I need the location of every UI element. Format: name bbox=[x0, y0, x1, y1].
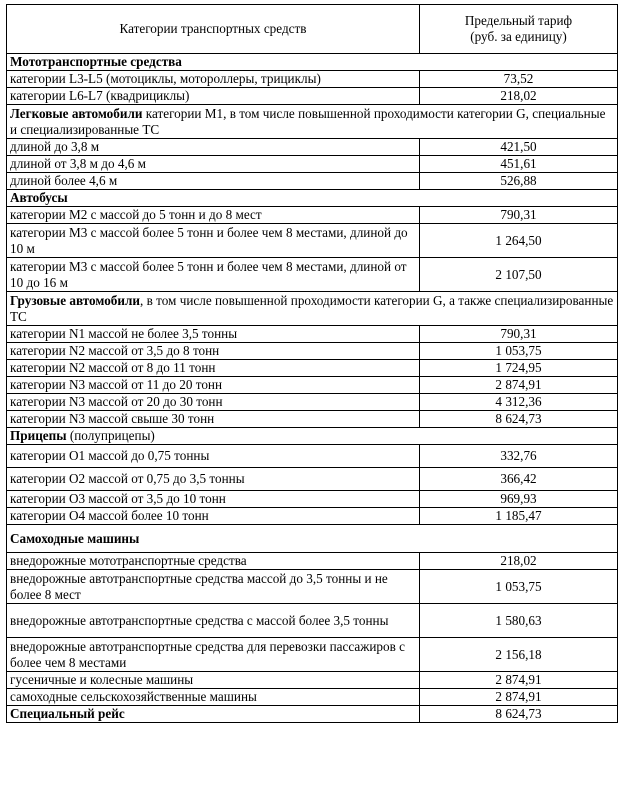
section-heading bbox=[7, 190, 618, 207]
tariff-value-cell: 421,50 bbox=[420, 139, 618, 156]
table-row bbox=[7, 71, 618, 88]
tariff-value-cell: 2 107,50 bbox=[420, 258, 618, 292]
category-cell: категории O4 массой более 10 тонн bbox=[7, 508, 420, 525]
section-heading bbox=[7, 525, 618, 553]
category-cell: категории N2 массой от 8 до 11 тонн bbox=[7, 360, 420, 377]
tariff-value-cell: 2 156,18 bbox=[420, 638, 618, 672]
section-heading bbox=[7, 54, 618, 71]
table-row bbox=[7, 491, 618, 508]
section-subtitle: (полуприцепы) bbox=[66, 428, 155, 443]
section-row bbox=[7, 54, 618, 71]
tariff-value-cell: 2 874,91 bbox=[420, 377, 618, 394]
tariff-value-cell: 451,61 bbox=[420, 156, 618, 173]
category-cell: категории M3 с массой более 5 тонн и более чем 8 местами, длиной до 10 м bbox=[7, 224, 420, 258]
category-cell: категории N3 массой свыше 30 тонн bbox=[7, 411, 420, 428]
section-row bbox=[7, 190, 618, 207]
tariff-value-cell: 8 624,73 bbox=[420, 411, 618, 428]
tariff-value-cell: 218,02 bbox=[420, 88, 618, 105]
table-row bbox=[7, 411, 618, 428]
tariff-value-cell: 526,88 bbox=[420, 173, 618, 190]
section-title: Легковые автомобили bbox=[10, 105, 143, 121]
table-row bbox=[7, 360, 618, 377]
section-title: Прицепы bbox=[10, 428, 67, 443]
table-row bbox=[7, 173, 618, 190]
category-cell: категории O1 массой до 0,75 тонны bbox=[7, 445, 420, 468]
table-row bbox=[7, 377, 618, 394]
total-row bbox=[7, 706, 618, 723]
section-row bbox=[7, 292, 618, 326]
category-cell: категории M2 с массой до 5 тонн и до 8 мест bbox=[7, 207, 420, 224]
header-tariff bbox=[420, 5, 618, 54]
category-cell: категории O3 массой от 3,5 до 10 тонн bbox=[7, 491, 420, 508]
category-cell: категории L3-L5 (мотоциклы, мотороллеры, трициклы) bbox=[7, 71, 420, 88]
category-cell: категории N2 массой от 3,5 до 8 тонн bbox=[7, 343, 420, 360]
section-heading bbox=[7, 428, 618, 445]
section-row bbox=[7, 428, 618, 445]
tariff-value-cell: 790,31 bbox=[420, 326, 618, 343]
category-cell: категории N3 массой от 20 до 30 тонн bbox=[7, 394, 420, 411]
tariff-value-cell: 1 264,50 bbox=[420, 224, 618, 258]
table-row bbox=[7, 553, 618, 570]
section-heading bbox=[7, 292, 618, 326]
table-row bbox=[7, 672, 618, 689]
tariff-value-cell: 8 624,73 bbox=[420, 706, 618, 723]
category-cell: внедорожные автотранспортные средства массой до 3,5 тонны и не более 8 мест bbox=[7, 570, 420, 604]
tariff-table bbox=[6, 4, 618, 723]
section-title: Автобусы bbox=[10, 190, 68, 205]
category-cell bbox=[7, 706, 420, 723]
category-cell: внедорожные автотранспортные средства для перевозки пассажиров с более чем 8 местами bbox=[7, 638, 420, 672]
table-row bbox=[7, 139, 618, 156]
table-row bbox=[7, 570, 618, 604]
tariff-value-cell: 2 874,91 bbox=[420, 672, 618, 689]
table-row bbox=[7, 638, 618, 672]
category-cell: категории N1 массой не более 3,5 тонны bbox=[7, 326, 420, 343]
table-row bbox=[7, 326, 618, 343]
category-cell: самоходные сельскохозяйственные машины bbox=[7, 689, 420, 706]
category-cell: категории L6-L7 (квадрициклы) bbox=[7, 88, 420, 105]
category-cell: внедорожные мототранспортные средства bbox=[7, 553, 420, 570]
category-cell: категории O2 массой от 0,75 до 3,5 тонны bbox=[7, 468, 420, 491]
header-tariff-line1: Предельный тариф bbox=[464, 13, 573, 28]
category-cell: длиной более 4,6 м bbox=[7, 173, 420, 190]
category-cell: длиной от 3,8 м до 4,6 м bbox=[7, 156, 420, 173]
tariff-value-cell: 332,76 bbox=[420, 445, 618, 468]
table-row bbox=[7, 468, 618, 491]
tariff-value-cell: 73,52 bbox=[420, 71, 618, 88]
table-header-row bbox=[7, 5, 618, 54]
table-row bbox=[7, 224, 618, 258]
table-row bbox=[7, 604, 618, 638]
category-cell: категории M3 с массой более 5 тонн и более чем 8 местами, длиной от 10 до 16 м bbox=[7, 258, 420, 292]
tariff-value-cell: 366,42 bbox=[420, 468, 618, 491]
table-row bbox=[7, 88, 618, 105]
table-row bbox=[7, 445, 618, 468]
tariff-value-cell: 218,02 bbox=[420, 553, 618, 570]
table-row bbox=[7, 508, 618, 525]
section-title: Грузовые автомобили bbox=[10, 292, 140, 308]
section-title: Мототранспортные средства bbox=[10, 54, 182, 69]
tariff-value-cell: 790,31 bbox=[420, 207, 618, 224]
tariff-value-cell: 1 053,75 bbox=[420, 570, 618, 604]
category-cell: гусеничные и колесные машины bbox=[7, 672, 420, 689]
table-body bbox=[7, 54, 618, 723]
section-row bbox=[7, 525, 618, 553]
section-subtitle: категории M1, в том числе повышенной проходимости категории G, специальные и специализированные ТС bbox=[10, 105, 606, 137]
table-row bbox=[7, 207, 618, 224]
category-cell: внедорожные автотранспортные средства с массой более 3,5 тонны bbox=[7, 604, 420, 638]
category-cell: категории N3 массой от 11 до 20 тонн bbox=[7, 377, 420, 394]
section-row bbox=[7, 105, 618, 139]
header-category: Категории транспортных средств bbox=[7, 5, 420, 54]
table-row bbox=[7, 394, 618, 411]
table-row bbox=[7, 258, 618, 292]
section-subtitle: , в том числе повышенной проходимости категории G, а также специализированные ТС bbox=[10, 292, 614, 324]
tariff-value-cell: 1 580,63 bbox=[420, 604, 618, 638]
tariff-value-cell: 2 874,91 bbox=[420, 689, 618, 706]
tariff-value-cell: 969,93 bbox=[420, 491, 618, 508]
tariff-value-cell: 1 185,47 bbox=[420, 508, 618, 525]
table-row bbox=[7, 689, 618, 706]
tariff-value-cell: 4 312,36 bbox=[420, 394, 618, 411]
section-title: Самоходные машины bbox=[10, 530, 140, 546]
tariff-value-cell: 1 053,75 bbox=[420, 343, 618, 360]
section-heading bbox=[7, 105, 618, 139]
tariff-value-cell: 1 724,95 bbox=[420, 360, 618, 377]
header-tariff-line2: (руб. за единицу) bbox=[470, 29, 567, 44]
table-row bbox=[7, 156, 618, 173]
total-label: Специальный рейс bbox=[10, 706, 125, 721]
category-cell: длиной до 3,8 м bbox=[7, 139, 420, 156]
table-row bbox=[7, 343, 618, 360]
